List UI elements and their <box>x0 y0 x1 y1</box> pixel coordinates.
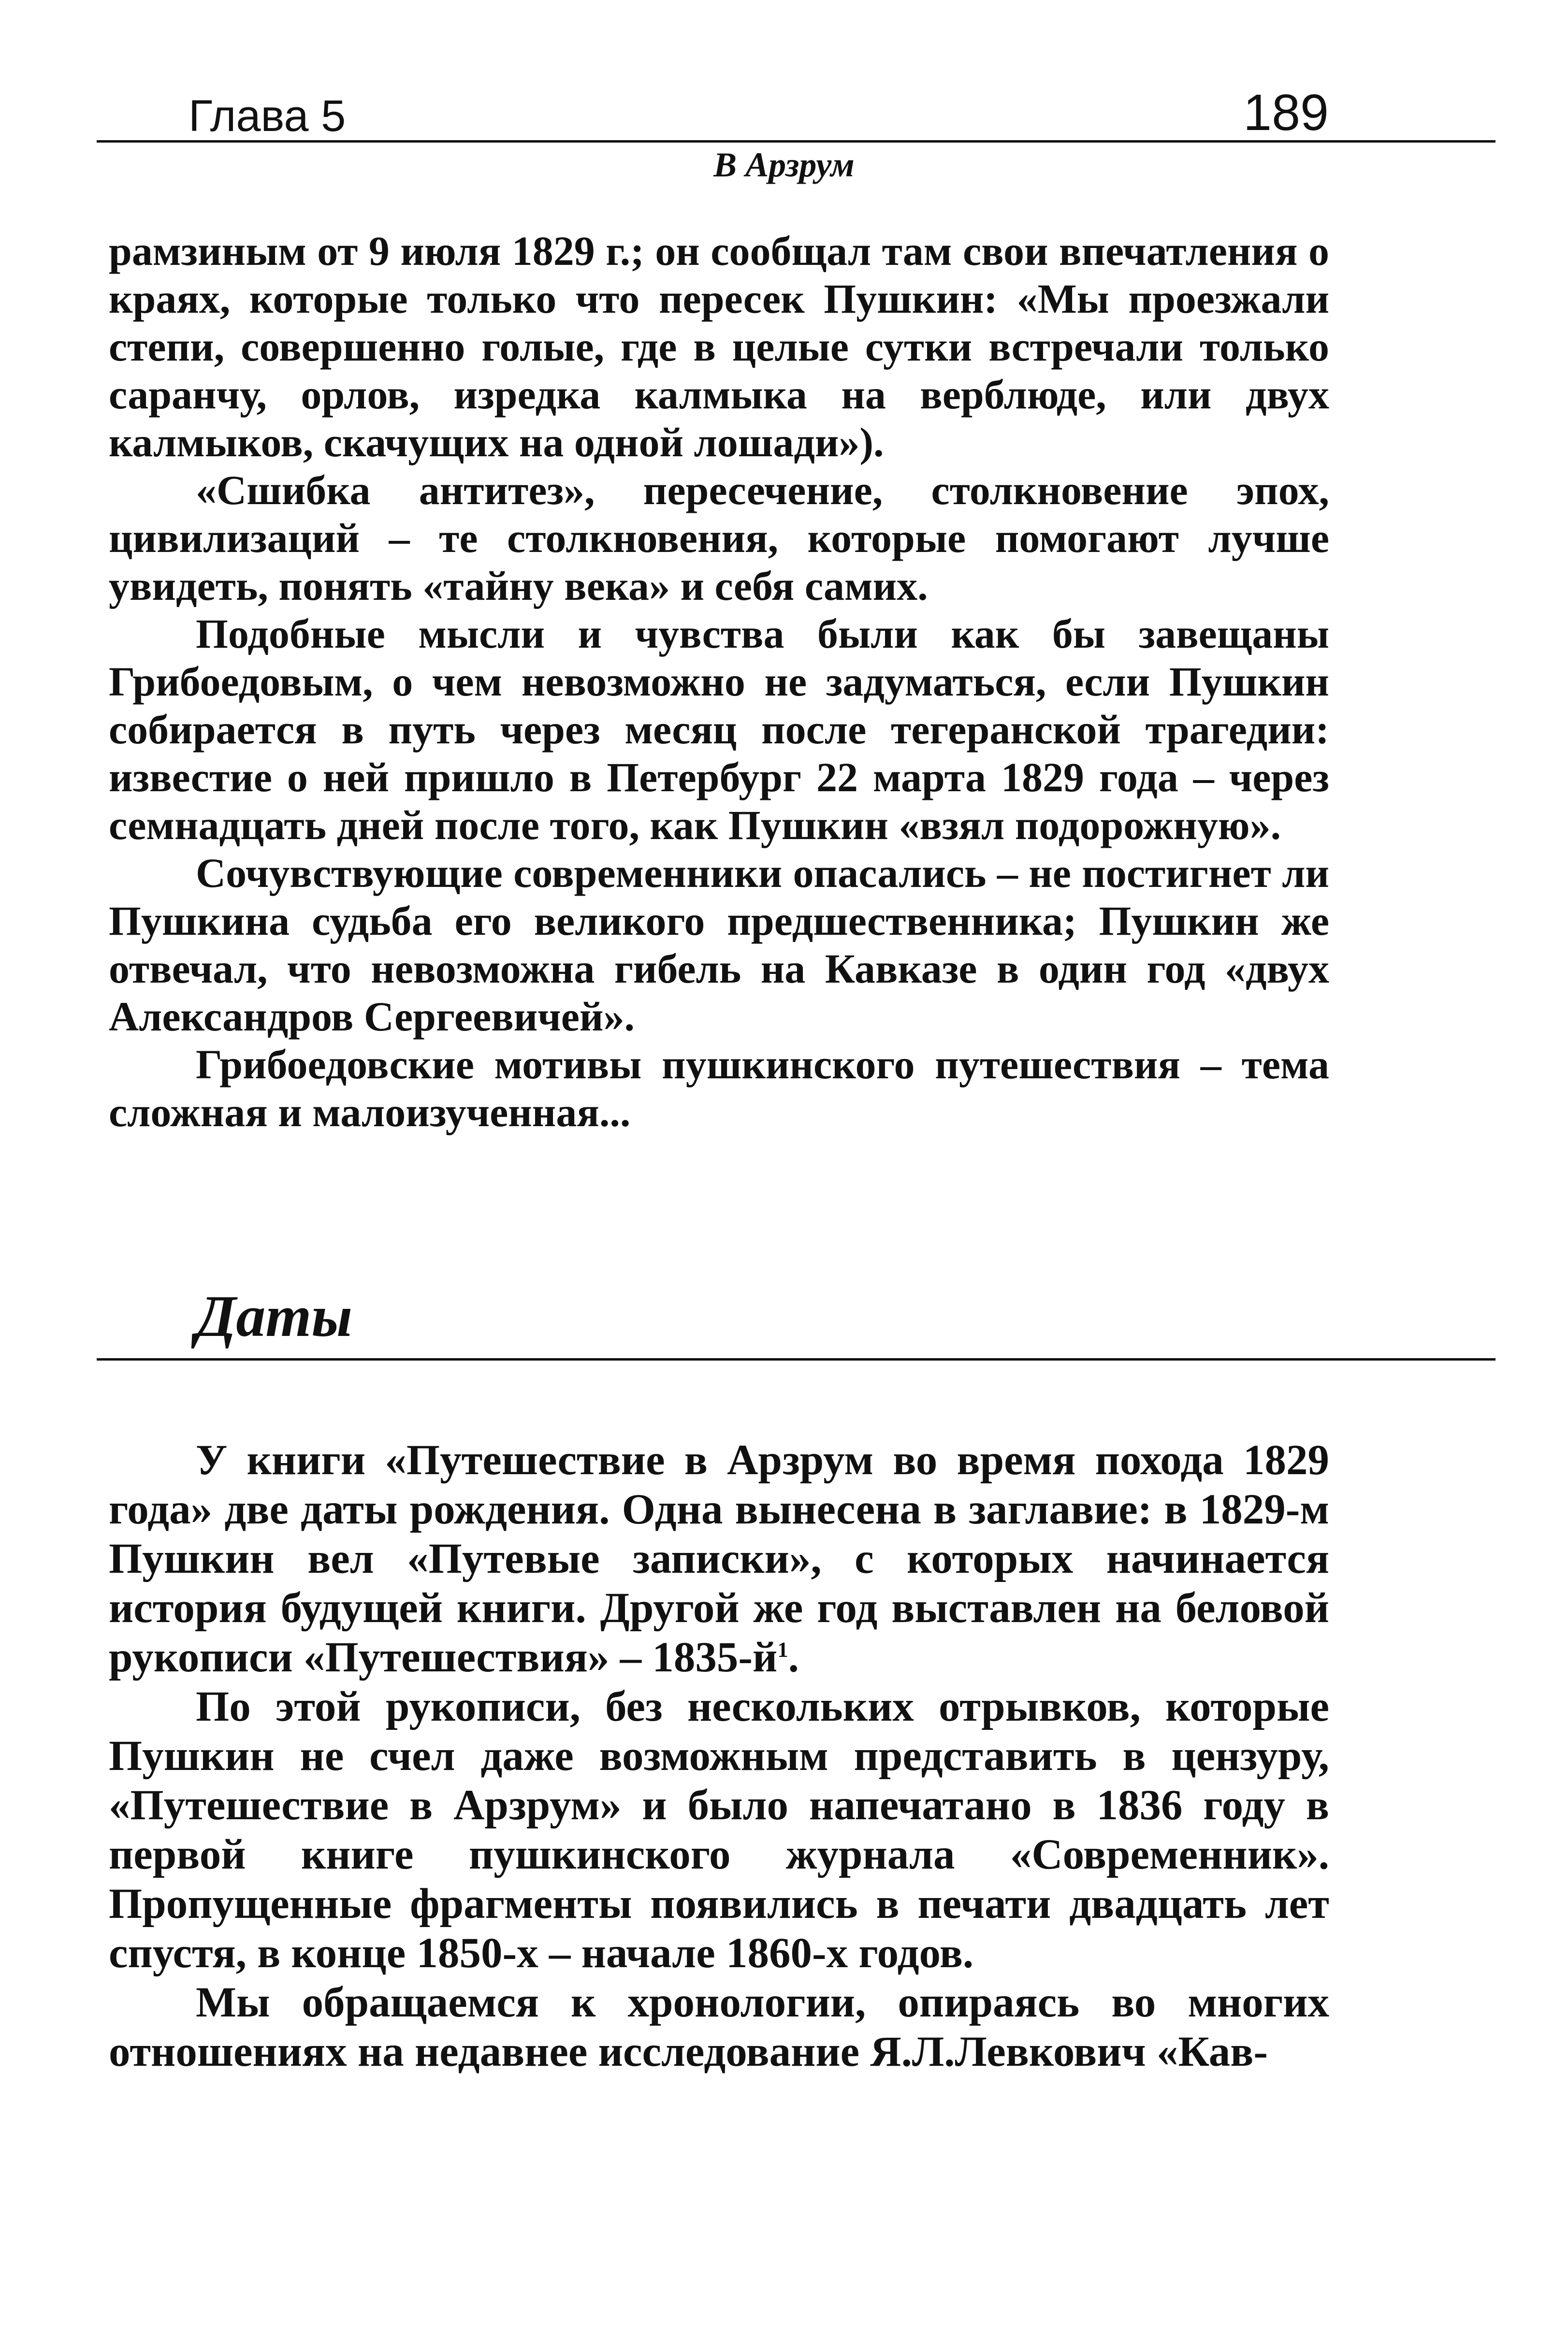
paragraph-text: У книги «Путешествие в Арзрум во время похода 1829 года» две даты рождения. Одна вынесена в заглавие: в 1829-м Пушкин вел «Путевые записки», с которых начинается история будущей книги. Другой же год выставлен на беловой рукописи «Путешествия» – 1835-й <box>109 1436 1329 1681</box>
paragraph: Грибоедовские мотивы пушкинского путешествия – тема сложная и малоизученная... <box>109 1041 1329 1135</box>
paragraph-end: . <box>788 1634 799 1681</box>
paragraph: Мы обращаемся к хронологии, опираясь во многих отношениях на недавнее исследование Я.Л.Левкович «Кав- <box>109 1979 1329 2075</box>
footnote-marker[interactable]: 1 <box>777 1637 788 1662</box>
section-heading <box>97 1276 1495 1361</box>
running-title: В Арзрум <box>713 145 855 184</box>
section-title: Даты <box>196 1284 352 1349</box>
bottom-text-block <box>109 1436 1329 2076</box>
page-header <box>97 80 1495 143</box>
paragraph: Сочувствующие современники опасались – не постигнет ли Пушкина судьба его великого предшественника; Пушкин же отвечал, что невозможна гибель на Кавказе в один год «двух Александров Сергеевичей». <box>109 850 1329 1040</box>
paragraph: «Сшибка антитез», пересечение, столкновение эпох, цивилизаций – те столкновения, которые помогают лучше увидеть, понять «тайну века» и себя самих. <box>109 467 1329 609</box>
top-text-block <box>109 227 1329 1136</box>
paragraph: По этой рукописи, без нескольких отрывков, которые Пушкин не счел даже возможным представить в цензуру, «Путешествие в Арзрум» и было напечатано в 1836 году в первой книге пушкинского журнала «Современник». Пропущенные фрагменты появились в печати двадцать лет спустя, в конце 1850-х – начале 1860-х годов. <box>109 1683 1329 1977</box>
paragraph <box>109 1436 1329 1682</box>
paragraph: Подобные мысли и чувства были как бы завещаны Грибоедовым, о чем невозможно не задуматься, если Пушкин собирается в путь через месяц после тегеранской трагедии: известие о ней пришло в Петербург 22 марта 1829 года – через семнадцать дней после того, как Пушкин «взял подорожную». <box>109 610 1329 848</box>
chapter-label: Глава 5 <box>189 91 346 141</box>
page-number: 189 <box>1243 84 1329 141</box>
paragraph: рамзиным от 9 июля 1829 г.; он сообщал там свои впечатления о краях, которые только что пересек Пушкин: «Мы проезжали степи, совершенно голые, где в целые сутки встречали только саранчу, орлов, изредка калмыка на верблюде, или двух калмыков, скачущих на одной лошади»). <box>109 228 1329 465</box>
